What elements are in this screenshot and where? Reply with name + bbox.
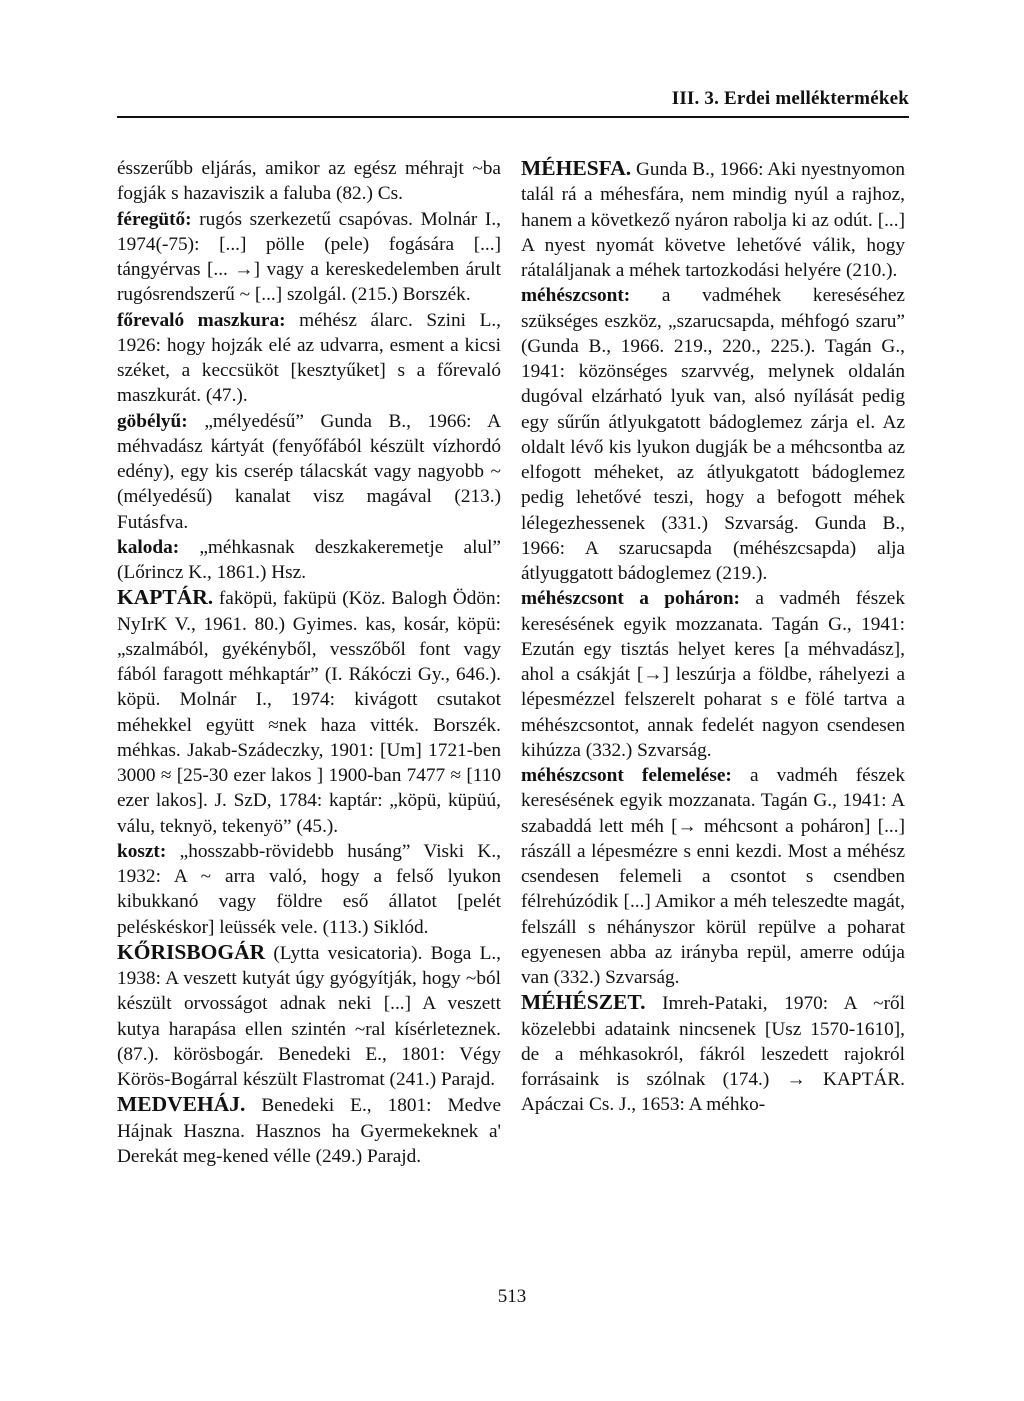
dictionary-entry [521,763,905,990]
dictionary-entry [117,839,501,940]
dictionary-entry [521,586,905,763]
dictionary-entry [117,156,501,207]
entry-text: a vadméhek kereséséhez szükséges eszköz, „szarucsapda, méhfogó szaru” (Gunda B., 1966. 219., 220., 225.). Tagán G., 1941: közönséges szarvvég, melynek oldalán dugóval elzárható lyuk van, alsó nyílását pedig egy sűrűn átlyukgatott bádoglemez zárja el. Az oldalt lévő kis lyukon dugják be a méhcsontba az elfogott méheket, az átlyukgatott bádoglemez pedig lehetővé teszi, hogy a befogott méhek lélegezhessenek (331.) Szvarság. Gunda B., 1966: A szarucsapda (méhészcsapda) alja átlyuggatott bádoglemez (219.). [521,285,905,584]
entry-headword: kaloda: [117,536,180,558]
entry-text: rugós szerkezetű csapóvas. Molnár I., 1974(-75): [...] pölle (pele) fogására [...] tángyérvas [... →] vagy a kereskedelemben árult rugósrendszerű ~ [...] szolgál. (215.) Borszék. [117,208,501,306]
right-column [521,156,905,1118]
dictionary-entry [117,308,501,409]
dictionary-entry [117,585,501,839]
entry-text: „hosszabb-rövidebb husáng” Viski K., 1932: A ~ arra való, hogy a felső lyukon kibukkanó vagy földre eső állatot [pelét peléskéskor] leüssék vele. (113.) Siklód. [117,840,501,938]
entry-headword: féregütő: [117,208,192,230]
dictionary-entry [117,409,501,535]
entry-headword: KAPTÁR. [117,585,214,610]
entry-text: Gunda B., 1966: Aki nyestnyomon talál rá a méhesfára, nem mindig nyúl a rajhoz, hanem a következő nyáron rabolja ki az odút. [...] A nyest nyomát követve lehetővé válik, hogy rátaláljanak a méhek tartozkodási helyére (210.). [521,159,905,281]
entry-text: ésszerűbb eljárás, amikor az egész méhrajt ~ba fogják s hazaviszik a faluba (82.) Cs. [117,158,501,205]
dictionary-entry [117,940,501,1093]
entry-text: (Lytta vesicatoria). Boga L., 1938: A veszett kutyát úgy gyógyítják, hogy ~ból készült orvosságot adnak neki [...] A veszett kutya harapása ellen szintén ~ral kísérleteznek. (87.). körösbogár. Benedeki E., 1801: Végy Körös-Bogárral készült Flastromat (241.) Parajd. [117,942,501,1090]
entry-headword: főrevaló maszkura: [117,309,286,331]
dictionary-entry [117,1092,501,1169]
entry-text: Imreh-Pataki, 1970: A ~ről közelebbi adataink nincsenek [Usz 1570-1610], de a méhkasokról, fákról leszedett rajokról forrásaink is szólnak (174.) → KAPTÁR. Apáczai Cs. J., 1653: A méhko- [521,993,905,1116]
entry-headword: MEDVEHÁJ. [117,1092,246,1117]
entry-headword: méhészcsont: [521,285,631,307]
dictionary-entry [521,156,905,283]
dictionary-entry [117,535,501,586]
entry-headword: koszt: [117,840,167,862]
entry-headword: MÉHÉSZET. [521,990,646,1015]
entry-headword: méhészcsont a poháron: [521,588,740,610]
entry-text: „mélyedésű” Gunda B., 1966: A méhvadász kártyát (fenyőfából készült vízhordó edény), egy kis cserép tálacskát vagy nagyobb ~ (mélyedésű) kanalat visz magával (213.) Futásfva. [117,410,501,533]
dictionary-entry [521,990,905,1117]
dictionary-entry [521,283,905,586]
entry-headword: KŐRISBOGÁR [117,939,266,964]
page-number: 513 [497,1286,527,1307]
entry-headword: göbélyű: [117,410,188,432]
entry-text: faköpü, faküpü (Köz. Balogh Ödön: NyIrK V., 1961. 80.) Gyimes. kas, kosár, köpü: „szalmából, gyékényből, vesszőből font vagy fából faragott méhkaptár” (I. Rákóczi Gy., 646.). köpü. Molnár I., 1974: kivágott csutakot méhekkel együtt ≈nek haza vitték. Borszék. méhkas. Jakab-Szádeczky, 1901: [Um] 1721-ben 3000 ≈ [25-30 ezer lakos ] 1900-ban 7477 ≈ [110 ezer lakos]. J. SzD, 1784: kaptár: „köpü, küpüú, válu, teknyö, tekenyö” (45.). [117,588,501,837]
entry-text: a vadméh fészek keresésének egyik mozzanata. Tagán G., 1941: Ezután egy tisztás helyet keres [a méhvadász], ahol a csákját [→] leszúrja a földbe, ráhelyezi a lépesmézzel felszerelt poharat s e fölé tartva a méhészcsontot, annak fedelét nagyon csendesen kihúzza (332.) Szvarság. [521,588,905,761]
entry-text: Benedeki E., 1801: Medve Hájnak Haszna. Hasznos ha Gyermekeknek a' Derekát meg-kened vélle (249.) Parajd. [117,1095,502,1167]
running-header: III. 3. Erdei melléktermékek [671,88,909,109]
header-rule [117,116,909,118]
entry-headword: méhészcsont felemelése: [521,765,732,786]
entry-text: méhész álarc. Szini L., 1926: hogy hojzák elé az udvarra, esment a kicsi széket, a keccsüköt [kesztyűket] s a főrevaló maszkurát. (47.). [117,309,502,407]
left-column [117,156,501,1169]
entry-text: „méhkasnak deszkakeremetje alul” (Lőrincz K., 1861.) Hsz. [117,536,501,583]
entry-headword: MÉHESFA. [521,156,632,180]
dictionary-entry [117,207,501,308]
entry-text: a vadméh fészek keresésének egyik mozzanata. Tagán G., 1941: A szabaddá lett méh [→ méhcsont a poháron] [...] rászáll a lépesmézre s enni kezdi. Most a méhész csendesen felemeli a csontot s csendben félrehúzódik [...] Amikor a méh teleszedte magát, felszáll s néhányszor körül repülve a poharat egyenesen abba az irányba repül, amerre odúja van (332.) Szvarság. [521,765,905,988]
